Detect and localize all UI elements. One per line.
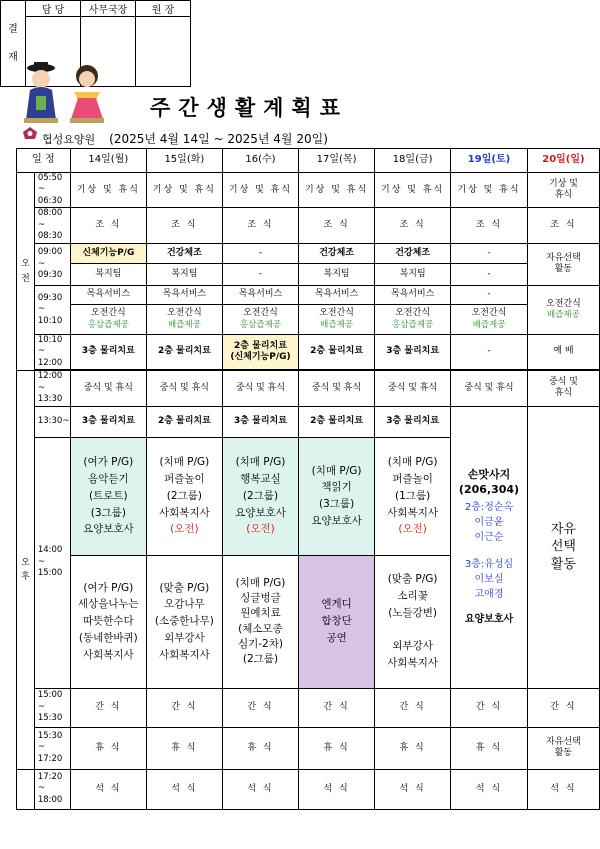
cell-snack (375, 304, 451, 334)
cell-program: (여가 P/G) 세상을나누는 따뜻한수다 (동네한바퀴) 사회복지사 (70, 555, 146, 688)
cell-dinner: 석 식 (146, 769, 222, 809)
program-text: (치매 P/G) 퍼즐놀이 (2그룹) 사회복지사 (159, 456, 210, 519)
day-header: 17일(목) (299, 149, 375, 173)
doll-boy-icon (20, 60, 62, 124)
cell-rest: 휴 식 (375, 727, 451, 769)
cell-bath: 목욕서비스 (146, 285, 222, 304)
period-pm-tail (17, 769, 35, 809)
cell-wake: 기상 및 휴식 (375, 173, 451, 208)
cell-rest: 휴 식 (70, 727, 146, 769)
cell-pt: 2층 물리치료 (299, 334, 375, 369)
cell-lunch: 중식 및 휴식 (146, 371, 222, 406)
cell-program: (맞춤 P/G) 오감나무 (소중한나무) 외부강사 사회복지사 (146, 555, 222, 688)
cell-pt: - (451, 334, 528, 369)
snack-label: 오전간식 (243, 308, 278, 319)
cell-pt2: 3층 물리치료 (375, 406, 451, 437)
time-slot: 10:10 ~ 12:00 (34, 334, 70, 369)
time-slot: 15:00 ~ 15:30 (34, 688, 70, 727)
time-slot: 12:00 ~ 13:30 (34, 371, 70, 406)
day-header: 16(수) (222, 149, 298, 173)
cell-rest: 자유선택 활동 (527, 727, 599, 769)
cell-am-program: 건강체조 (375, 243, 451, 263)
cell-sun-pm: 자유 선택 활동 (527, 406, 599, 688)
cell-am-staff: 복지팀 (70, 263, 146, 285)
day-header-sun: 20일(일) (527, 149, 599, 173)
sat-staff: 요양보호사 (464, 613, 514, 625)
cell-am-staff: 복지팀 (375, 263, 451, 285)
approval-sign-box (136, 17, 191, 87)
page-title: 주간생활계획표 (150, 96, 349, 120)
am-tag: (오전) (170, 523, 199, 536)
doll-girl-icon (66, 60, 108, 124)
snack-label: 오전간식 (395, 308, 431, 319)
snack-sub: 배즙제공 (167, 319, 201, 330)
cell-am-staff: - (222, 263, 298, 285)
cell-bath: - (451, 285, 528, 304)
cell-snack (70, 304, 146, 334)
cell-lunch: 중식 및 휴식 (375, 371, 451, 406)
snack-label: 오전간식 (471, 308, 507, 319)
am-tag: (오전) (398, 523, 427, 536)
cell-pt: 2층 물리치료 (146, 334, 222, 369)
cell-lunch: 중식 및 휴식 (222, 371, 298, 406)
cell-snack (451, 304, 528, 334)
approval-role: 담 당 (26, 1, 81, 17)
cell-snack-pm: 간 식 (527, 688, 599, 727)
sat-group-3f: 3층:유성심 이보실 고애경 (464, 558, 514, 600)
approval-side-bottom: 재 (8, 51, 18, 63)
cell-bath: 목욕서비스 (222, 285, 298, 304)
cell-pt2: 2층 물리치료 (146, 406, 222, 437)
sat-group-2f: 2층:정순옥 이금윤 이근순 (464, 501, 514, 543)
schedule-table (16, 148, 600, 810)
cell-snack-sun (527, 285, 599, 334)
period-pm: 오 후 (17, 371, 35, 769)
cell-program (146, 437, 222, 555)
time-slot: 14:00 ~ 15:00 (34, 437, 70, 688)
cell-lunch: 중식 및 휴식 (299, 371, 375, 406)
snack-sub: 홍삼즙제공 (392, 319, 434, 330)
cell-bath: 목욕서비스 (299, 285, 375, 304)
cell-am-program: 건강체조 (299, 243, 375, 263)
day-header: 15일(화) (146, 149, 222, 173)
cell-dinner: 석 식 (375, 769, 451, 809)
time-slot: 15:30 ~ 17:20 (34, 727, 70, 769)
time-slot: 05:50 ~ 06:30 (34, 173, 70, 208)
org-name: 협성요양원 (42, 133, 96, 146)
snack-sub: 홍삼즙제공 (87, 319, 129, 330)
program-text: (치매 P/G) 행복교실 (2그룹) 요양보호사 (235, 456, 286, 519)
cell-snack-pm: 간 식 (375, 688, 451, 727)
snack-label: 오전간식 (319, 308, 354, 319)
cell-wake: 기상 및 휴식 (146, 173, 222, 208)
cell-pt2: 2층 물리치료 (299, 406, 375, 437)
cell-snack-pm: 간 식 (222, 688, 298, 727)
cell-am-program: - (451, 243, 528, 263)
cell-snack (299, 304, 375, 334)
cell-sat-program (451, 406, 528, 688)
cell-program: 엔게디 합창단 공연 (299, 555, 375, 688)
time-slot: 17:20 ~ 18:00 (34, 769, 70, 809)
cell-am-program: 신체기능P/G (70, 243, 146, 263)
snack-label: 오전간식 (166, 308, 202, 319)
cell-rest: 휴 식 (146, 727, 222, 769)
cell-am-staff: - (451, 263, 528, 285)
cell-lunch: 중식 및 휴식 (527, 371, 599, 406)
snack-sub: 배즙제공 (547, 310, 580, 321)
org-line (42, 130, 328, 147)
cell-snack-pm: 간 식 (146, 688, 222, 727)
cell-bath: 목욕서비스 (70, 285, 146, 304)
cell-wake: 기상 및 휴식 (70, 173, 146, 208)
approval-side-top: 결 (8, 23, 18, 35)
cell-dinner: 석 식 (70, 769, 146, 809)
cell-breakfast: 조 식 (299, 208, 375, 243)
cell-pt2: 3층 물리치료 (222, 406, 298, 437)
cell-pt: 2층 물리치료 (신체기능P/G) (222, 334, 298, 369)
cell-pt: 예 배 (527, 334, 599, 369)
cell-program: (치매 P/G) 책읽기 (3그룹) 요양보호사 (299, 437, 375, 555)
header-label: 일 정 (17, 149, 71, 173)
cell-wake: 기상 및 휴식 (299, 173, 375, 208)
cell-breakfast: 조 식 (70, 208, 146, 243)
cell-wake: 기상 및 휴식 (222, 173, 298, 208)
cell-rest: 휴 식 (299, 727, 375, 769)
cell-dinner: 석 식 (299, 769, 375, 809)
cell-program: (치매 P/G) 싱글벙글 원예치료 (체소모종 심기-2차) (2그룹) (222, 555, 298, 688)
cell-am-staff: 복지팀 (299, 263, 375, 285)
approval-role: 사무국장 (81, 1, 136, 17)
cell-pt: 3층 물리치료 (375, 334, 451, 369)
cell-snack (222, 304, 298, 334)
day-header-sat: 19일(토) (451, 149, 528, 173)
cell-wake: 기상 및 휴식 (451, 173, 528, 208)
cell-pt: 3층 물리치료 (70, 334, 146, 369)
cell-snack (146, 304, 222, 334)
cell-bath: 목욕서비스 (375, 285, 451, 304)
cell-am-program: - (222, 243, 298, 263)
time-slot: 09:30 ~ 10:10 (34, 285, 70, 334)
cell-dinner: 석 식 (527, 769, 599, 809)
cell-lunch: 중식 및 휴식 (451, 371, 528, 406)
period-am: 오 전 (17, 173, 35, 371)
cell-wake: 기상 및 휴식 (527, 173, 599, 208)
cell-rest: 휴 식 (222, 727, 298, 769)
cell-breakfast: 조 식 (222, 208, 298, 243)
cell-program: (여가 P/G) 음악듣기 (트로트) (3그룹) 요양보호사 (70, 437, 146, 555)
snack-sub: 배즙제공 (472, 319, 506, 330)
time-slot: 08:00 ~ 08:30 (34, 208, 70, 243)
snack-label: 오전간식 (546, 298, 581, 309)
cell-breakfast: 조 식 (527, 208, 599, 243)
cell-breakfast: 조 식 (451, 208, 528, 243)
cell-breakfast: 조 식 (146, 208, 222, 243)
cell-sun-free: 자유선택 활동 (527, 243, 599, 285)
program-text: (치매 P/G) 퍼즐놀이 (1그룹) 사회복지사 (387, 456, 438, 519)
cell-dinner: 석 식 (222, 769, 298, 809)
time-slot: 09:00 ~ 09:30 (34, 243, 70, 285)
day-header: 14일(월) (70, 149, 146, 173)
time-slot: 13:30~ (34, 406, 70, 437)
cell-program (375, 437, 451, 555)
cell-am-program: 건강체조 (146, 243, 222, 263)
snack-label: 오전간식 (90, 308, 126, 319)
cell-dinner: 석 식 (451, 769, 528, 809)
day-header: 18일(금) (375, 149, 451, 173)
cell-snack-pm: 간 식 (70, 688, 146, 727)
am-tag: (오전) (246, 523, 275, 536)
cell-snack-pm: 간 식 (299, 688, 375, 727)
sat-title: 손맛사지 (206,304) (458, 468, 520, 496)
cell-snack-pm: 간 식 (451, 688, 528, 727)
cell-am-staff: 복지팀 (146, 263, 222, 285)
cell-breakfast: 조 식 (375, 208, 451, 243)
cell-program: (맞춤 P/G) 소리꽃 (노들강변) 외부강사 사회복지사 (375, 555, 451, 688)
cell-lunch: 중식 및 휴식 (70, 371, 146, 406)
snack-sub: 홍삼즙제공 (239, 319, 282, 330)
period-range: (2025년 4월 14일 ~ 2025년 4월 20일) (109, 132, 328, 146)
approval-role: 원 장 (136, 1, 191, 17)
snack-sub: 배즙제공 (320, 319, 354, 330)
cell-rest: 휴 식 (451, 727, 528, 769)
cell-pt2: 3층 물리치료 (70, 406, 146, 437)
cell-program (222, 437, 298, 555)
org-logo-icon (22, 126, 38, 140)
